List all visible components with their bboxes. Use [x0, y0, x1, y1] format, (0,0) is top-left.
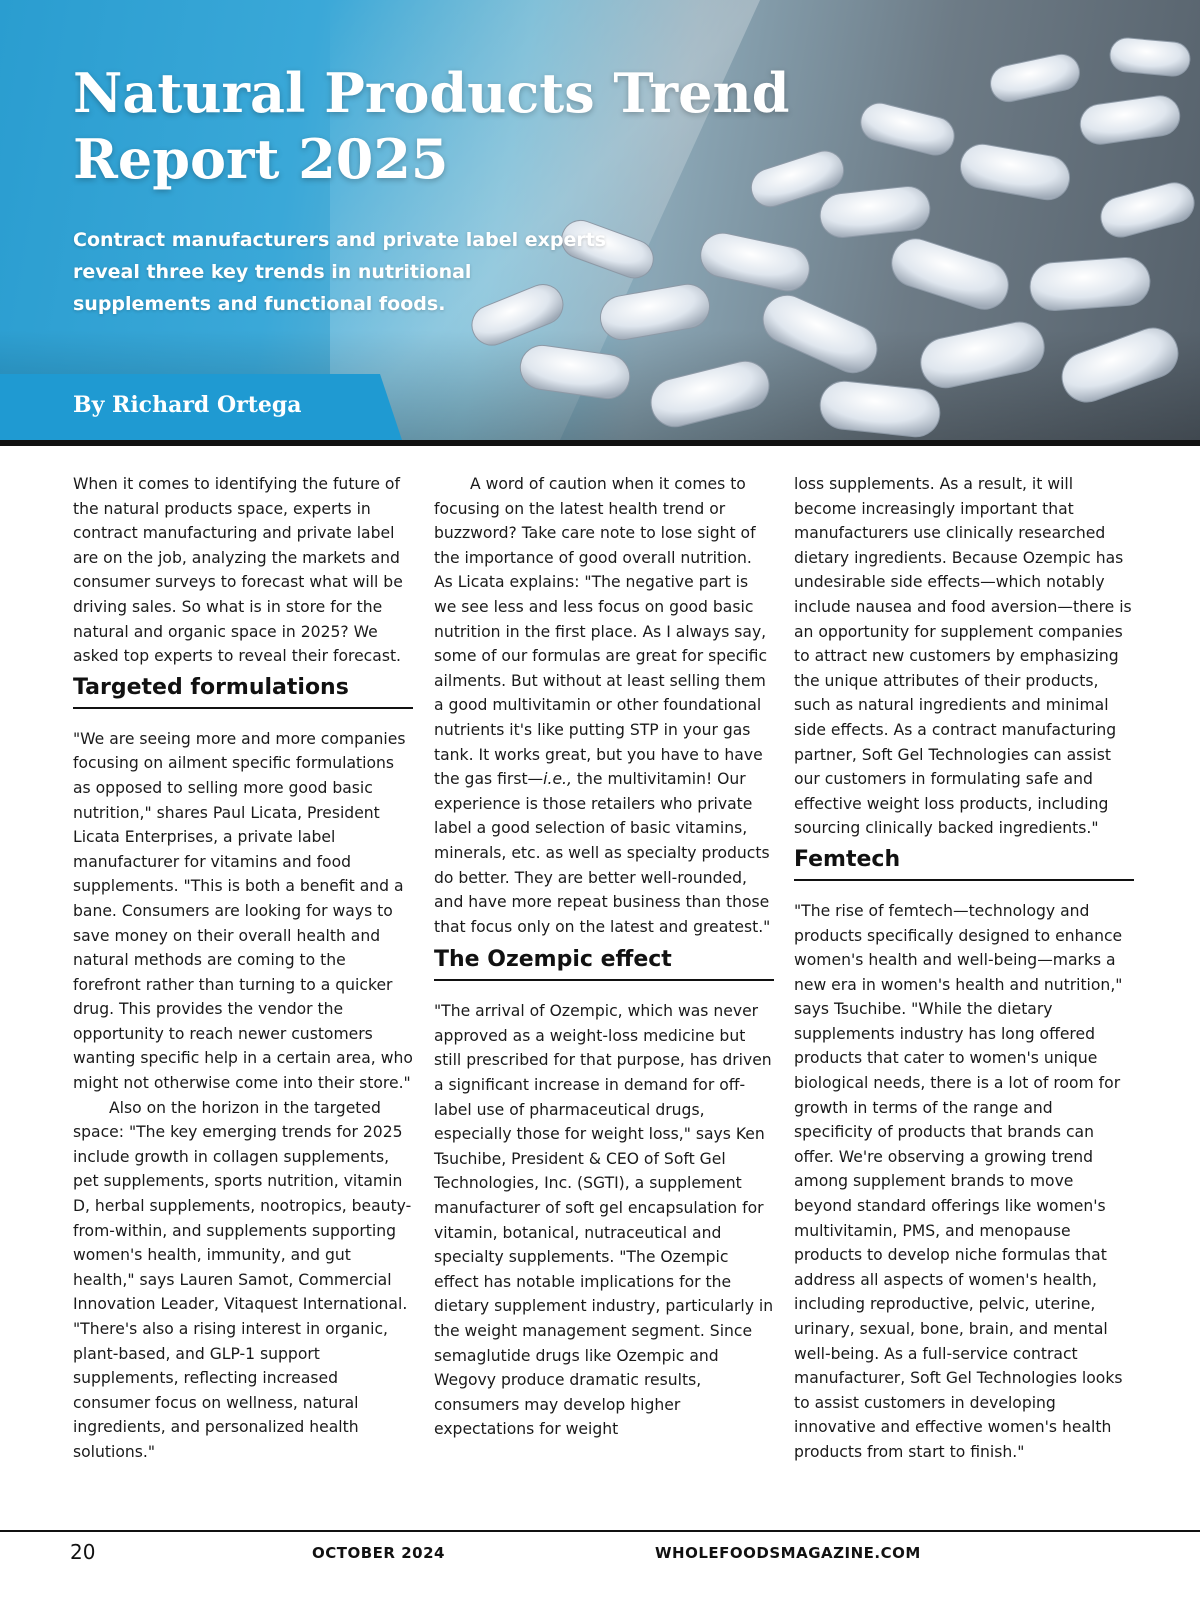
targeted-paragraph-1: "We are seeing more and more companies focusing on ailment specific formulations as opposed to selling more good basic nutrition," shares Paul Licata, President Licata Enterprises, a private label manufacturer for vitamins and food supplements. "This is both a benefit and a bane. Consumers are looking for ways to save money on their overall health and natural methods are coming to the forefront rather than turning to a quicker drug. This provides the vendor the opportunity to reach newer customers wanting specific help in a certain area, who might not otherwise come into their store." — [73, 729, 413, 1093]
author-byline: By Richard Ortega — [73, 392, 302, 418]
issue-date: OCTOBER 2024 — [312, 1544, 445, 1562]
article-column-2 — [434, 472, 774, 1442]
targeted-paragraph-2: Also on the horizon in the targeted space: "The key emerging trends for 2025 include growth in collagen supplements, pet supplements, sports nutrition, vitamin D, herbal supplements, nootropics, beauty-from-within, and supplements supporting women's health, immunity, and gut health," says Lauren Samot, Commercial Innovation Leader, Vitaquest International. "There's also a rising interest in organic, plant-based, and GLP-1 support supplements, reflecting increased consumer focus on wellness, natural ingredients, and personalized health solutions." — [73, 1098, 412, 1461]
ozempic-paragraph-part-1: "The arrival of Ozempic, which was never approved as a weight-loss medicine but still prescribed for that purpose, has driven a significant increase in demand for off-label use of pharmaceutical drugs, especially those for weight loss," says Ken Tsuchibe, President & CEO of Soft Gel Technologies, Inc. (SGTI), a supplement manufacturer of soft gel encapsulation for vitamin, botanical, nutraceutical and specialty supplements. "The Ozempic effect has notable implications for the dietary supplement industry, particularly in the weight management segment. Since semaglutide drugs like Ozempic and Wegovy produce dramatic results, consumers may develop higher expectations for weight — [434, 1002, 774, 1439]
article-column-3 — [794, 472, 1134, 1465]
intro-paragraph: When it comes to identifying the future of the natural products space, experts in contract manufacturing and private label are on the job, analyzing the markets and consumer surveys to forecast what will be driving sales. So what is in store for the natural and organic space in 2025? We asked top experts to reveal their forecast. — [73, 475, 403, 666]
website-url: WHOLEFOODSMAGAZINE.COM — [655, 1544, 921, 1562]
targeted-paragraph-3 — [434, 472, 774, 939]
page-number: 20 — [70, 1540, 96, 1564]
hero-banner — [0, 0, 1200, 440]
section-heading-targeted-formulations: Targeted formulations — [73, 671, 413, 709]
section-heading-femtech: Femtech — [794, 843, 1134, 881]
article-column-1 — [73, 472, 413, 1465]
article-title: Natural Products Trend Report 2025 — [73, 61, 790, 191]
section-heading-ozempic-effect: The Ozempic effect — [434, 943, 774, 981]
ozempic-paragraph-part-2: loss supplements. As a result, it will become increasingly important that manufacturers use clinically researched dietary ingredients. Because Ozempic has undesirable side effects—which notably include nausea and food aversion—there is an opportunity for supplement companies to attract new customers by emphasizing the unique attributes of their products, such as natural ingredients and minimal side effects. As a contract manufacturing partner, Soft Gel Technologies can assist our customers in formulating safe and effective weight loss products, including sourcing clinically backed ingredients." — [794, 475, 1132, 838]
header-divider — [0, 440, 1200, 446]
targeted-paragraph-3-text-a: A word of caution when it comes to focusing on the latest health trend or buzzword? Take care note to lose sight of the importance of good overall nutrition. As Licata explains: "The negative part is we see less and less focus on good basic nutrition in the first place. As I always say, some of our formulas are great for specific ailments. But without at least selling them a good multivitamin or other foundational nutrients it's like putting STP in your gas tank. It works great, but you have to have the gas first— — [434, 475, 768, 789]
targeted-paragraph-3-emphasis: i.e., — [543, 770, 572, 789]
footer-divider — [0, 1530, 1200, 1532]
femtech-paragraph: "The rise of femtech—technology and products specifically designed to enhance women's health and well-being—marks a new era in women's health and nutrition," says Tsuchibe. "While the dietary supplements industry has long offered products that cater to women's unique biological needs, there is a lot of room for growth in terms of the range and specificity of products that brands can offer. We're observing a growing trend among supplement brands to move beyond standard offerings like women's multivitamin, PMS, and menopause products to develop niche formulas that address all aspects of women's health, including reproductive, pelvic, uterine, urinary, sexual, bone, brain, and mental well-being. As a full-service contract manufacturer, Soft Gel Technologies looks to assist customers in developing innovative and effective women's health products from start to finish." — [794, 901, 1123, 1461]
article-subtitle: Contract manufacturers and private label experts reveal three key trends in nutritional supplements and functional foods. — [73, 229, 607, 315]
targeted-paragraph-3-text-b: the multivitamin! Our experience is those retailers who private label a good selection of basic vitamins, minerals, etc. as well as specialty products do better. They are better well-rounded, and have more repeat business than those that focus only on the latest and greatest." — [434, 770, 771, 936]
